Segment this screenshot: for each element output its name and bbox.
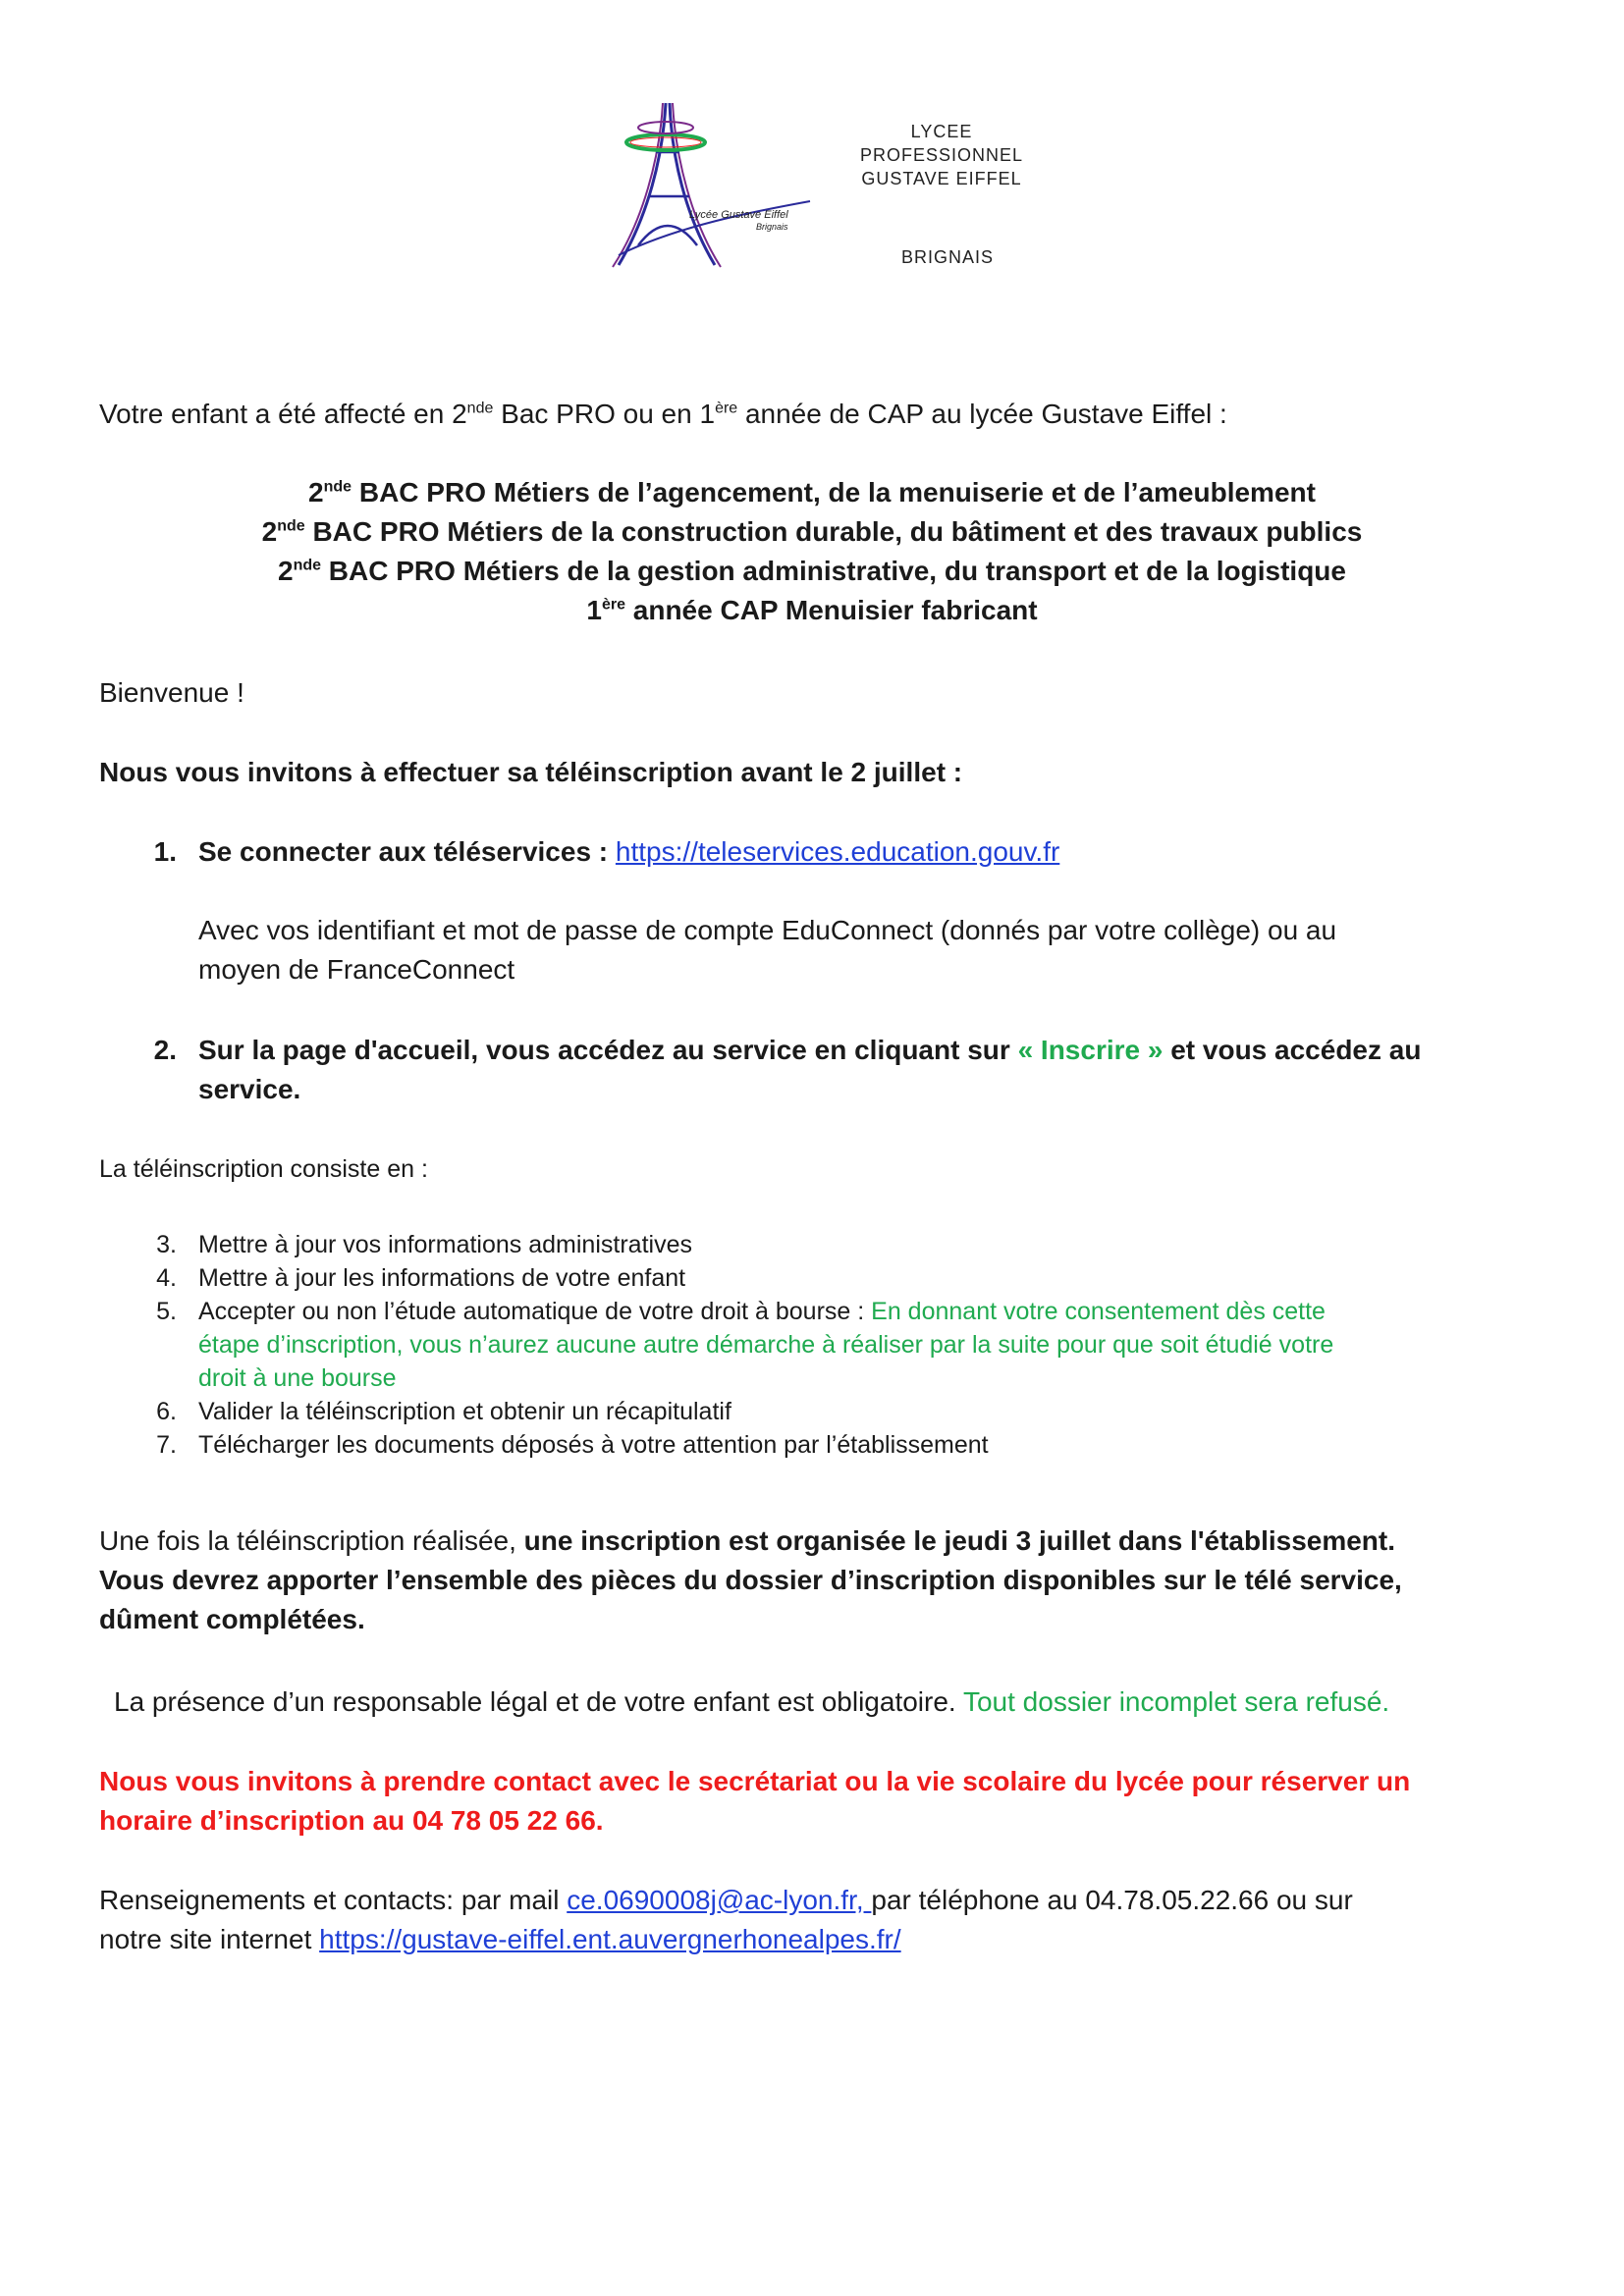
after-paragraph: Une fois la téléinscription réalisée, une inscription est organisée le jeudi 3 juillet dans l'établissement. Vous devrez apporter l’ensemble des pièces du dossier d’inscription disponibles sur le télé service, dûment complétées. [99,1525,1402,1634]
program-item: 2nde BAC PRO Métiers de la gestion administrative, du transport et de la logistique [277,556,1346,586]
consists-label: La téléinscription consiste en : [99,1155,428,1183]
invite-heading: Nous vous invitons à effectuer sa téléinscription avant le 2 juillet : [99,757,963,787]
logo-text-name: Lycée Gustave Eiffel [689,209,788,221]
intro-paragraph: Votre enfant a été affecté en 2nde Bac PRO ou en 1ère année de CAP au lycée Gustave Eiffel : [99,399,1227,429]
teleservices-link[interactable]: https://teleservices.education.gouv.fr [615,836,1060,867]
step-number: 2. [153,1035,177,1065]
contact-warning: Nous vous invitons à prendre contact avec le secrétariat ou la vie scolaire du lycée pour réserver un horaire d’inscription au 04 78 05 22 66. [99,1766,1411,1836]
program-list [0,473,1624,630]
step-1-detail: Avec vos identifiant et mot de passe de compte EduConnect (donnés par votre collège) ou au moyen de FranceConnect [198,915,1337,985]
school-name [852,120,1031,190]
list-item: 6. Valider la téléinscription et obtenir un récapitulatif [156,1398,731,1425]
task-list [147,1228,1522,1462]
list-item: 4. Mettre à jour les informations de votre enfant [156,1264,686,1292]
step-2: Sur la page d'accueil, vous accédez au service en cliquant sur « Inscrire » et vous accédez au service. [198,1035,1422,1104]
step-number: 1. [153,836,177,867]
logo-text-town: Brignais [756,222,788,232]
list-item: 5. Accepter ou non l’étude automatique de votre droit à bourse : En donnant votre consentement dès cette étape d’inscription, vous n’aurez aucune autre démarche à réaliser par la suite pour que soit étudié votre droit à une bourse [156,1298,1334,1392]
step-1: Se connecter aux téléservices : https://teleservices.education.gouv.fr [198,836,1060,867]
program-item: 1ère année CAP Menuisier fabricant [586,595,1038,625]
school-logo [609,98,825,275]
presence-paragraph: La présence d’un responsable légal et de votre enfant est obligatoire. Tout dossier incomplet sera refusé. [114,1686,1390,1717]
school-line: GUSTAVE EIFFEL [861,169,1022,188]
school-line: LYCEE [910,122,973,141]
list-item: 3. Mettre à jour vos informations administratives [156,1231,692,1258]
website-link[interactable]: https://gustave-eiffel.ent.auvergnerhonealpes.fr/ [319,1924,901,1954]
school-town: BRIGNAIS [901,247,995,267]
program-item: 2nde BAC PRO Métiers de la construction durable, du bâtiment et des travaux publics [261,516,1363,547]
welcome-text: Bienvenue ! [99,677,244,708]
school-line: PROFESSIONNEL [859,145,1024,165]
list-item: 7. Télécharger les documents déposés à votre attention par l’établissement [156,1431,989,1459]
info-paragraph: Renseignements et contacts: par mail ce.0690008j@ac-lyon.fr, par téléphone au 04.78.05.22.66 ou sur notre site internet https://gustave-eiffel.ent.auvergnerhonealpes.fr/ [99,1885,1353,1954]
inscrire-highlight: « Inscrire » [1017,1035,1164,1065]
program-item: 2nde BAC PRO Métiers de l’agencement, de la menuiserie et de l’ameublement [308,477,1316,507]
email-link[interactable]: ce.0690008j@ac-lyon.fr, [567,1885,872,1915]
